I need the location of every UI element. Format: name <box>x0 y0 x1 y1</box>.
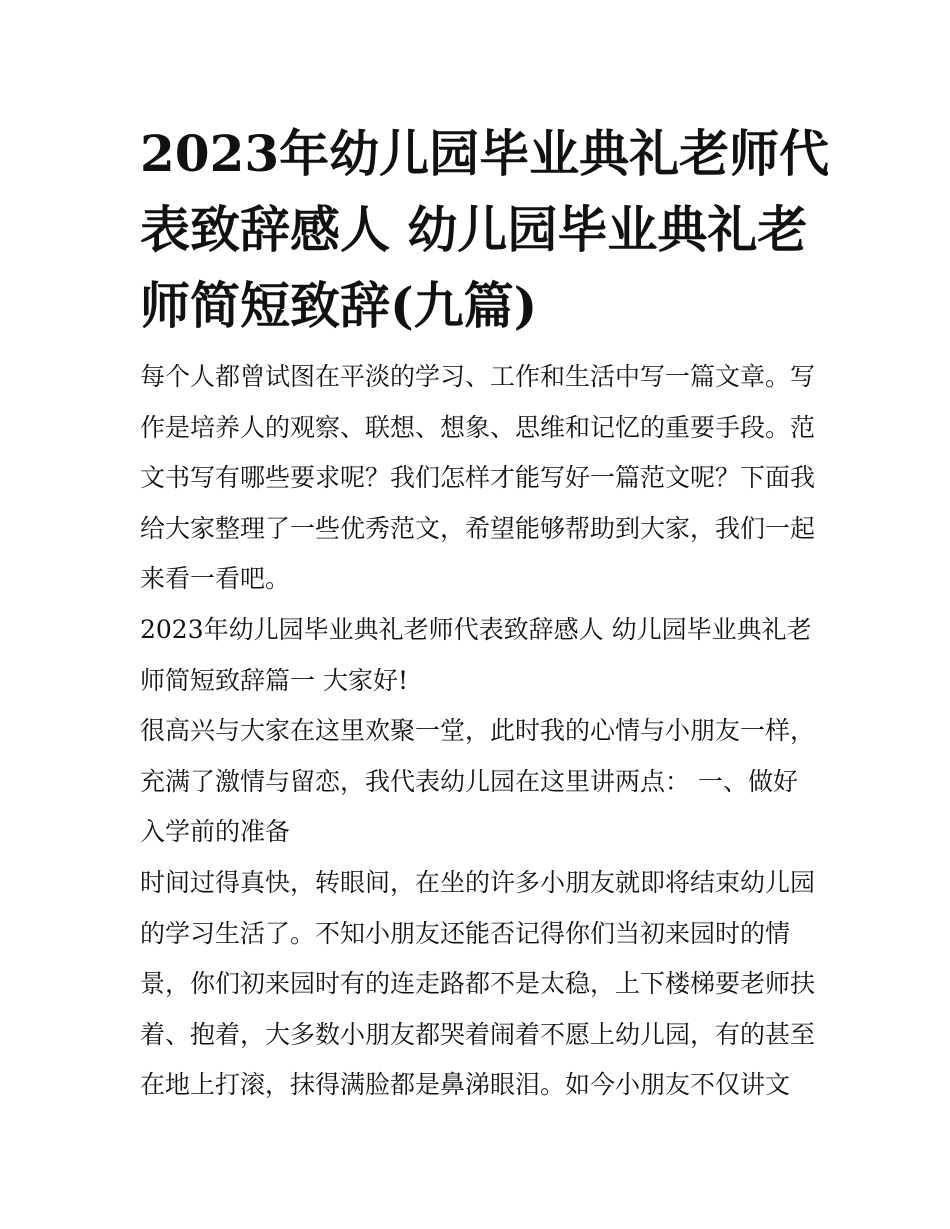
body-line-10: 入学前的准备 <box>140 817 291 847</box>
title-line-2: 表致辞感人 幼儿园毕业典礼老 <box>140 200 808 259</box>
body-line-11: 时间过得真快，转眼间，在坐的许多小朋友就即将结束幼儿园 <box>140 867 816 897</box>
title-line-1: 2023年幼儿园毕业典礼老师代 <box>140 124 830 183</box>
body-line-8: 很高兴与大家在这里欢聚一堂，此时我的心情与小朋友一样， <box>140 716 816 746</box>
body-line-3: 文书写有哪些要求呢？我们怎样才能写好一篇范文呢？下面我 <box>140 463 816 493</box>
body-line-4: 给大家整理了一些优秀范文，希望能够帮助到大家，我们一起 <box>140 513 816 543</box>
body-line-5: 来看一看吧。 <box>140 564 291 594</box>
body-line-15: 在地上打滚，抹得满脸都是鼻涕眼泪。如今小朋友不仅讲文 <box>140 1070 791 1100</box>
body-line-1: 每个人都曾试图在平淡的学习、工作和生活中写一篇文章。写 <box>140 362 816 391</box>
body-line-2: 作是培养人的观察、联想、想象、思维和记忆的重要手段。范 <box>140 412 816 442</box>
body-line-7: 师简短致辞篇一 大家好! <box>140 665 408 695</box>
body-line-6: 2023年幼儿园毕业典礼老师代表致辞感人 幼儿园毕业典礼老 <box>140 614 812 644</box>
body-line-12: 的学习生活了。不知小朋友还能否记得你们当初来园时的情 <box>140 918 791 948</box>
body-line-13: 景，你们初来园时有的连走路都不是太稳，上下楼梯要老师扶 <box>140 969 816 999</box>
body-line-9: 充满了激情与留恋，我代表幼儿园在这里讲两点： 一、做好 <box>140 766 798 796</box>
document-title <box>140 116 830 344</box>
body-line-14: 着、抱着，大多数小朋友都哭着闹着不愿上幼儿园，有的甚至 <box>140 1019 816 1049</box>
document-body <box>140 352 820 1111</box>
title-line-3: 师简短致辞(九篇) <box>140 276 538 335</box>
